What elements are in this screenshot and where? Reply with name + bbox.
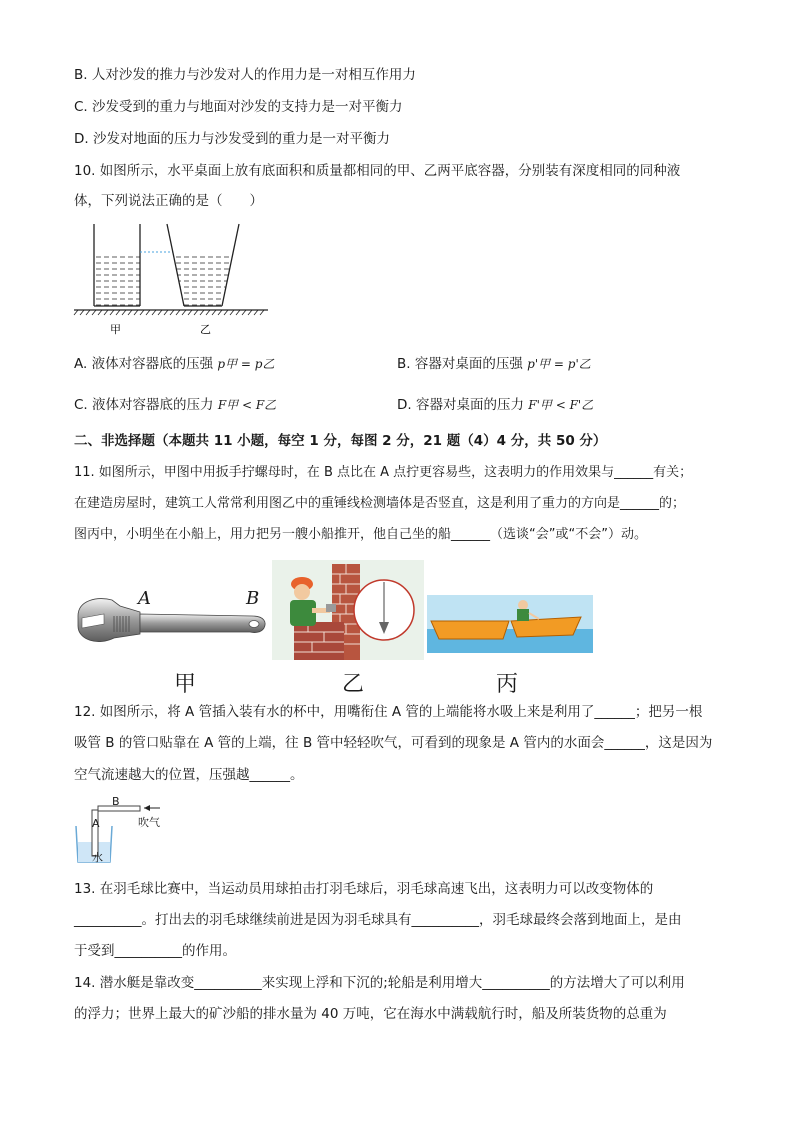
label-yi: 乙 [200,323,211,336]
caption-bing: 丙 [496,672,519,697]
caption-jia: 甲 [174,672,197,697]
q10-option-d [397,396,593,414]
q10-option-a-text: A. 液体对容器底的压强 [74,356,214,372]
boy [517,609,529,621]
q14-stem-line1: 14. 潜水艇是靠改变__________来实现上浮和下沉的;轮船是利用增大__________的方法增大了可以利用 [74,975,685,991]
left-boat [431,621,509,639]
q10-option-c-expr: F甲 < F乙 [217,398,277,412]
boats-figure [427,595,593,653]
q12-stem-line2: 吸管 B 的管口贴靠在 A 管的上端，往 B 管中轻轻吹气，可看到的现象是 A 管内的水面会______，这是因为 [74,735,713,751]
section-heading: 二、非选择题（本题共 11 小题，每空 1 分，每图 2 分，21 题（4）4 分，共 50 分） [74,433,607,449]
q12-stem-line3: 空气流速越大的位置，压强越______。 [74,767,304,783]
q9-option-d: D. 沙发对地面的压力与沙发受到的重力是一对平衡力 [74,131,390,147]
q13-stem-line1: 13. 在羽毛球比赛中，当运动员用球拍击打羽毛球后，羽毛球高速飞出，这表明力可以改变物体的 [74,881,654,897]
q10-option-d-text: D. 容器对桌面的压力 [397,397,524,413]
q10-option-b-expr: p'甲 = p'乙 [527,357,591,371]
wrench-figure [74,586,268,656]
q10-option-d-expr: F'甲 < F'乙 [528,398,594,412]
plumb-line-figure [272,560,424,660]
q14-stem-line2: 的浮力；世界上最大的矿沙船的排水量为 40 万吨，它在海水中满载航行时，船及所装货物的总重为 [74,1006,667,1022]
q11-stem-line3: 图丙中，小明坐在小船上，用力把另一艘小船推开，他自己坐的船______（选谈“会”或“不会”）动。 [74,527,647,542]
wrench-point-a: A [138,588,151,609]
q10-stem-line1: 10. 如图所示，水平桌面上放有底面积和质量都相同的甲、乙两平底容器，分别装有深度相同的同种液 [74,163,681,179]
q9-option-b: B. 人对沙发的推力与沙发对人的作用力是一对相互作用力 [74,67,416,83]
q10-option-b [397,355,591,373]
caption-yi: 乙 [342,672,365,697]
q9-option-c: C. 沙发受到的重力与地面对沙发的支持力是一对平衡力 [74,99,403,115]
water-label: 水 [92,851,103,864]
q13-stem-line2: __________。打出去的羽毛球继续前进是因为羽毛球具有__________，羽毛球最终会落到地面上，是由 [74,912,682,928]
q10-option-a-expr: p甲 = p乙 [217,357,275,371]
label-jia: 甲 [110,323,121,336]
tube-a-label: A [92,817,100,830]
q12-stem-line1: 12. 如图所示，将 A 管插入装有水的杯中，用嘴衔住 A 管的上端能将水吸上来是利用了______；把另一根 [74,704,703,720]
q10-containers-figure [72,218,272,340]
container-jia-liquid [94,252,140,306]
blow-label: 吹气 [138,816,160,829]
wrench-handle [140,614,265,633]
q11-stem-line1: 11. 如图所示，甲图中用扳手拧螺母时，在 B 点比在 A 点拧更容易些，这表明力的作用效果与______有关； [74,465,693,480]
q10-option-b-text: B. 容器对桌面的压强 [397,356,523,372]
q13-stem-line3: 于受到__________的作用。 [74,943,236,959]
blow-arrow [144,805,150,811]
q10-option-c [74,396,276,414]
wrench-point-b: B [246,588,260,609]
q11-stem-line2: 在建造房屋时，建筑工人常常利用图乙中的重锤线检测墙体是否竖直，这是利用了重力的方向是______的； [74,496,686,511]
q10-stem-line2: 体，下列说法正确的是（ ） [74,193,263,209]
straw-figure [72,796,182,866]
q10-option-c-text: C. 液体对容器底的压力 [74,397,214,413]
q10-option-a [74,355,274,373]
tube-b-label: B [112,795,120,808]
